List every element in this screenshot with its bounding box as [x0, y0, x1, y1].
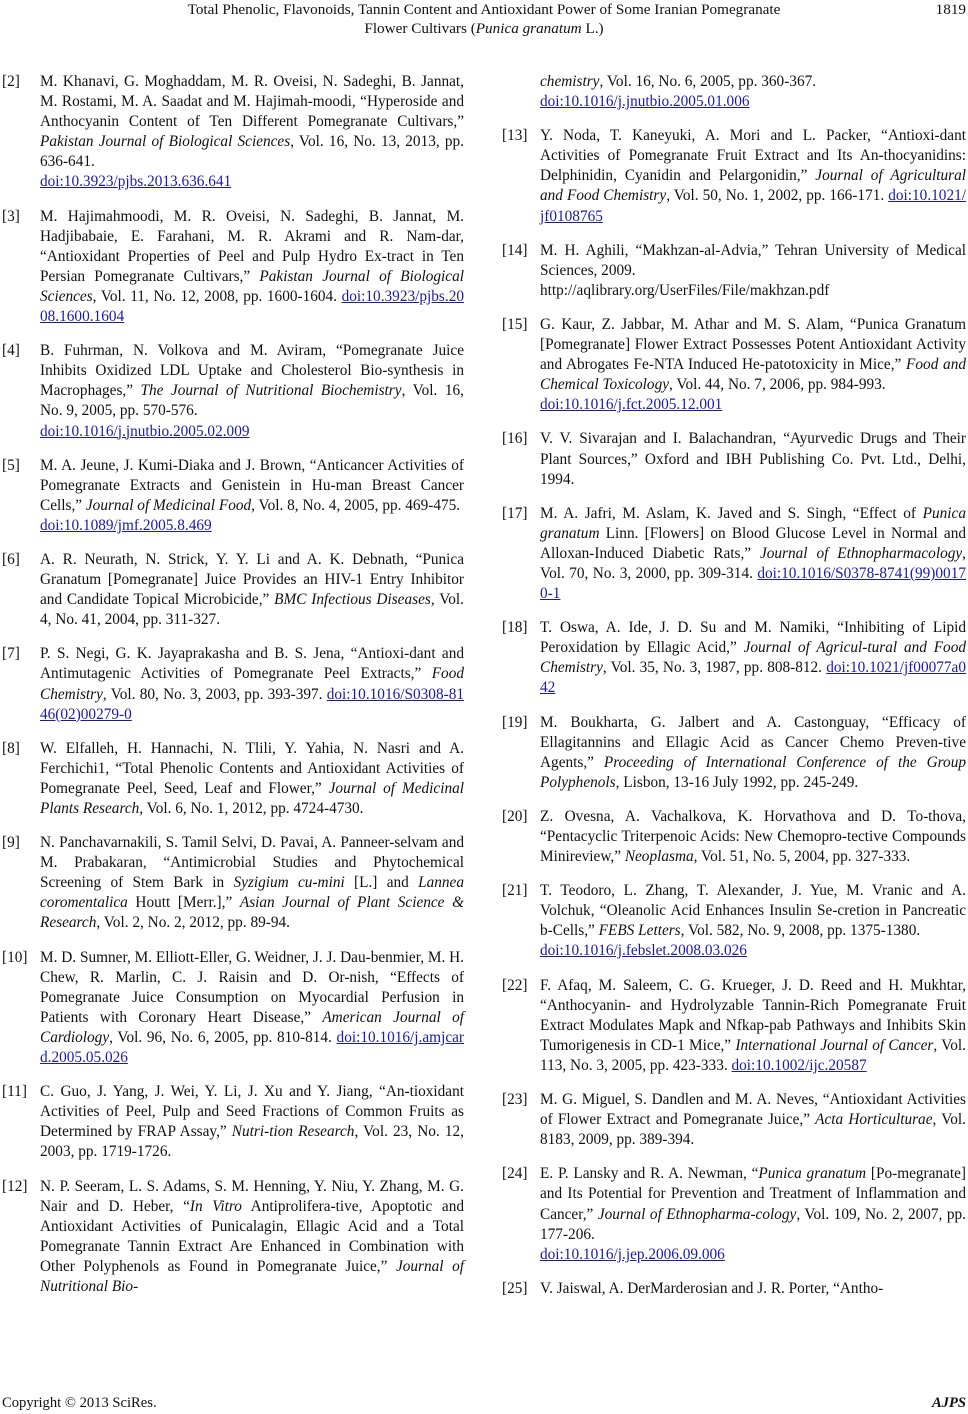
- reference-journal: Acta Horticulturae: [815, 1111, 933, 1129]
- reference-doi-link[interactable]: doi:10.1016/j.fct.2005.12.001: [540, 396, 723, 414]
- reference-body: [40, 1082, 464, 1162]
- reference-text: N. Panchavarnakili, S. Tamil Selvi, D. Pavai, A. Panneer-selvam and M. Prabakaran, “Antimicrobial Studies and Phytochemical Screening of Stem Bark in: [40, 834, 464, 892]
- reference-number: [19]: [502, 713, 528, 731]
- reference-text: Z. Ovesna, A. Vachalkova, K. Horvathova and D. To-thova, “Pentacyclic Triterpenoic Acids: New Chemopro-tective Compounds Minireview,”: [540, 807, 966, 866]
- reference-journal: chemistry: [540, 73, 600, 90]
- reference-text: [L.] and: [344, 874, 419, 892]
- reference-entry: [2, 550, 464, 630]
- reference-body: [540, 429, 966, 489]
- reference-journal: Nutri-tion Research: [231, 1123, 355, 1141]
- reference-entry: [2, 948, 464, 1069]
- reference-body: [40, 644, 464, 724]
- reference-journal: Journal of Medicinal Food: [85, 496, 252, 514]
- reference-entry: [2, 207, 464, 328]
- reference-text: , Vol. 50, No. 1, 2002, pp. 166-171.: [666, 187, 889, 205]
- reference-body: [40, 948, 464, 1069]
- reference-doi-link[interactable]: doi:10.1021/jf0108765: [540, 187, 966, 225]
- reference-text: , Vol. 96, No. 6, 2005, pp. 810-814.: [109, 1028, 337, 1046]
- reference-text: Antiprolifera-tive, Apoptotic and Antioxidant Activities of Punicalagin, Ellagic Acid and a Total Pomegranate Tannin Extract Are Enhanced in Combination with Other Polyphenols as Found in Pomegranate Juice,”: [40, 1197, 464, 1275]
- reference-body: [40, 550, 464, 630]
- reference-doi-link[interactable]: doi:10.1016/S0308-8146(02)00279-0: [40, 685, 464, 723]
- reference-text: , Vol. 2, No. 2, 2012, pp. 89-94.: [96, 914, 290, 932]
- reference-doi-link[interactable]: doi:10.1016/j.jep.2006.09.006: [540, 1245, 725, 1263]
- running-title-text-end: L.): [581, 20, 604, 37]
- reference-number: [10]: [2, 948, 28, 966]
- reference-text: M. H. Aghili, “Makhzan-al-Advia,” Tehran University of Medical Sciences, 2009.: [540, 241, 966, 279]
- reference-body: [540, 807, 966, 867]
- reference-entry: [2, 341, 464, 441]
- reference-number: [7]: [2, 645, 20, 663]
- reference-journal: Lannea coromentalica: [40, 874, 464, 912]
- reference-doi-link[interactable]: doi:10.1021/jf00077a042: [540, 659, 966, 697]
- reference-text: , Vol. 582, No. 9, 2008, pp. 1375-1380.: [680, 922, 921, 940]
- reference-journal: Asian Journal of Plant Science & Research: [40, 894, 464, 932]
- reference-number: [12]: [2, 1177, 28, 1195]
- reference-journal: In Vitro: [189, 1197, 242, 1215]
- reference-text: , Vol. 35, No. 3, 1987, pp. 808-812.: [602, 659, 827, 677]
- reference-entry: [502, 807, 966, 867]
- reference-doi-link[interactable]: doi:10.1016/j.amjcard.2005.05.026: [40, 1028, 464, 1067]
- reference-body: [540, 618, 966, 698]
- reference-body: [40, 739, 464, 819]
- reference-journal: Pakistan Journal of Biological Sciences: [40, 267, 464, 305]
- reference-journal: Syzigium cu-mini: [233, 874, 345, 892]
- reference-doi-link[interactable]: doi:10.1016/j.febslet.2008.03.026: [540, 942, 747, 960]
- reference-text: Y. Noda, T. Kaneyuki, A. Mori and L. Packer, “Antioxi-dant Activities of Pomegranate Fruit Extract and Its An-thocyanidins: Delphinidin, Cyanidin and Pelargonidin,”: [540, 127, 966, 185]
- reference-journal: Food and Chemical Toxicology: [540, 356, 966, 394]
- reference-body: [40, 72, 464, 193]
- reference-entry: [502, 315, 966, 415]
- reference-number: [22]: [502, 976, 528, 994]
- reference-journal: Journal of Ethnopharmacology: [759, 544, 963, 562]
- reference-doi-link[interactable]: doi:10.1089/jmf.2005.8.469: [40, 516, 212, 534]
- reference-text: A. R. Neurath, N. Strick, Y. Y. Li and A. K. Debnath, “Punica Granatum [Pomegranate] Juice Provides an HIV-1 Entry Inhibitor and Candidate Topical Microbicide,”: [40, 550, 464, 609]
- references-left-column: [2, 72, 464, 1311]
- reference-number: [6]: [2, 550, 20, 568]
- reference-body: [40, 207, 464, 328]
- reference-entry: [502, 1279, 966, 1299]
- reference-number: [24]: [502, 1165, 528, 1183]
- reference-number: [17]: [502, 504, 528, 522]
- reference-text: P. S. Negi, G. K. Jayaprakasha and B. S. Jena, “Antioxi-dant and Antimutagenic Activities of Pomegranate Peel Extracts,”: [40, 645, 464, 683]
- journal-abbreviation: AJPS: [931, 1395, 966, 1411]
- reference-journal: Neoplasma: [624, 848, 694, 866]
- reference-number: [23]: [502, 1091, 528, 1109]
- reference-text: , Vol. 4, No. 41, 2004, pp. 311-327.: [40, 591, 464, 629]
- reference-text: , Vol. 23, No. 12, 2003, pp. 1719-1726.: [40, 1123, 464, 1161]
- reference-text: M. Boukharta, G. Jalbert and A. Castonguay, “Efficacy of Ellagitannins and Ellagic Acid as Cancer Chemo Preven-tive Agents,”: [540, 713, 966, 771]
- reference-entry: [2, 72, 464, 193]
- reference-journal: Journal of Ethnopharma-cology: [597, 1205, 797, 1223]
- reference-text: M. D. Sumner, M. Elliott-Eller, G. Weidner, J. J. Dau-benmier, M. H. Chew, R. Marlin, C. J. Raisin and D. Or-nish, “Effects of Pomegranate Juice Consumption on Myocardial Perfusion in Patients with Coronary Heart Disease,”: [40, 948, 464, 1026]
- reference-text: , Vol. 16, No. 6, 2005, pp. 360-367.: [599, 73, 817, 90]
- reference-doi-link[interactable]: doi:10.1002/ijc.20587: [731, 1056, 867, 1074]
- reference-journal: Food Chemistry: [40, 665, 464, 703]
- reference-text: M. Khanavi, G. Moghaddam, M. R. Oveisi, N. Sadeghi, B. Jannat, M. Rostami, M. A. Saadat and M. Hajimah-moodi, “Hyperoside and Anthocyanin Content of Ten Different Pomegranate Cultivars,”: [40, 73, 464, 131]
- reference-text: C. Guo, J. Yang, J. Wei, Y. Li, J. Xu and Y. Jiang, “An-tioxidant Activities of Peel, Pulp and Seed Fractions of Common Fruits as Determined by FRAP Assay,”: [40, 1083, 464, 1141]
- reference-entry: [502, 976, 966, 1076]
- reference-text: , Vol. 44, No. 7, 2006, pp. 984-993.: [669, 376, 886, 394]
- reference-text: , Vol. 16, No. 13, 2013, pp. 636-641.: [40, 133, 465, 171]
- reference-entry: [502, 1164, 966, 1264]
- reference-body: [40, 341, 464, 441]
- reference-text: B. Fuhrman, N. Volkova and M. Aviram, “Pomegranate Juice Inhibits Oxidized LDL Uptake and Cholesterol Bio-synthesis in Macrophages,”: [40, 342, 464, 400]
- reference-number: [9]: [2, 834, 20, 852]
- reference-text: Houtt [Merr.],”: [127, 894, 240, 912]
- reference-body: [540, 504, 966, 604]
- reference-entry: [2, 456, 464, 536]
- reference-journal: Journal of Medicinal Plants Research: [40, 779, 464, 817]
- reference-number: [16]: [502, 430, 528, 448]
- reference-text: V. Jaiswal, A. DerMarderosian and J. R. Porter, “Antho-: [540, 1279, 884, 1297]
- running-title-line-1: Total Phenolic, Flavonoids, Tannin Content and Antioxidant Power of Some Iranian Pomegranate: [187, 1, 781, 18]
- references-right-column: [502, 72, 966, 1313]
- reference-doi-link[interactable]: doi:10.1016/S0378-8741(99)00170-1: [540, 564, 966, 603]
- reference-text: , Vol. 113, No. 3, 2005, pp. 423-333.: [540, 1036, 966, 1074]
- reference-journal: Punica granatum: [540, 504, 966, 542]
- reference-text: M. A. Jafri, M. Aslam, K. Javed and S. Singh, “Effect of: [540, 504, 923, 522]
- reference-entry: [2, 644, 464, 724]
- reference-body: [540, 1090, 966, 1150]
- reference-entry: [2, 1177, 464, 1298]
- reference-number: [21]: [502, 882, 528, 900]
- reference-text: , Vol. 109, No. 2, 2007, pp. 177-206.: [540, 1205, 967, 1243]
- reference-journal: The Journal of Nutritional Biochemistry: [140, 382, 402, 400]
- reference-continuation: [540, 72, 966, 112]
- reference-text: , Vol. 8183, 2009, pp. 389-394.: [540, 1111, 967, 1149]
- reference-entry: [502, 429, 966, 489]
- reference-entry: [502, 504, 966, 604]
- reference-text: M. Hajimahmoodi, M. R. Oveisi, N. Sadeghi, B. Jannat, M. Hadjibabaie, E. Farahani, M. R. Akrami and R. Nam-dar, “Antioxidant Properties of Peel and Pulp Hydro Ex-tract in Ten Persian Pomegranate Cultivars,”: [40, 207, 464, 285]
- reference-text: G. Kaur, Z. Jabbar, M. Athar and M. S. Alam, “Punica Granatum [Pomegranate] Flower Extract Possesses Potent Antioxidant Activity and Abrogates Fe-NTA Induced He-patotoxicity in Mice,”: [540, 315, 966, 374]
- reference-number: [18]: [502, 619, 528, 637]
- reference-text: V. V. Sivarajan and I. Balachandran, “Ayurvedic Drugs and Their Plant Sources,” Oxford and IBH Publishing Co. Pvt. Ltd., Delhi, 1994.: [540, 430, 966, 488]
- reference-text: , Vol. 51, No. 5, 2004, pp. 327-333.: [693, 848, 911, 866]
- reference-text: Linn. [Flowers] on Blood Glucose Level in Normal and Alloxan-Induced Diabetic Rats,”: [540, 524, 966, 562]
- reference-journal: International Journal of Cancer: [735, 1036, 934, 1054]
- reference-doi-link[interactable]: doi:10.1016/j.jnutbio.2005.02.009: [40, 422, 250, 440]
- reference-entry: [502, 881, 966, 961]
- reference-number: [5]: [2, 456, 20, 474]
- reference-text: [Po-megranate] and Its Potential for Prevention and Treatment of Inflammation and Cancer,”: [540, 1165, 966, 1223]
- reference-number: [15]: [502, 315, 528, 333]
- reference-journal: Journal of Agricul-tural and Food Chemistry: [540, 639, 966, 677]
- running-title-species: Punica granatum: [475, 20, 582, 37]
- reference-number: [11]: [2, 1083, 27, 1101]
- reference-body: [540, 713, 966, 793]
- reference-text: , Vol. 80, No. 3, 2003, pp. 393-397.: [102, 685, 327, 703]
- reference-text: , Lisbon, 13-16 July 1992, pp. 245-249.: [615, 773, 859, 791]
- page-header: [0, 0, 968, 44]
- reference-journal: FEBS Letters: [598, 922, 681, 940]
- reference-journal: BMC Infectious Diseases: [274, 591, 431, 609]
- reference-text: F. Afaq, M. Saleem, C. G. Krueger, J. D. Reed and H. Mukhtar, “Anthocyanin- and Hydrolyzable Tannin-Rich Pomegranate Fruit Extract Modulates Mapk and Nfkap-pab Pathways and Inhibits Skin Tumorigenesis in CD-1 Mice,”: [540, 976, 966, 1054]
- reference-entry: [2, 739, 464, 819]
- reference-entry: [502, 126, 966, 226]
- reference-body: [540, 881, 966, 961]
- reference-text: , Vol. 8, No. 4, 2005, pp. 469-475.: [251, 496, 461, 514]
- reference-text: N. P. Seeram, L. S. Adams, S. M. Henning, Y. Niu, Y. Zhang, M. G. Nair and D. Heber, “: [40, 1177, 464, 1215]
- reference-entry: [502, 1090, 966, 1150]
- reference-body: [40, 456, 464, 536]
- reference-number: [13]: [502, 127, 528, 145]
- reference-number: [4]: [2, 342, 20, 360]
- reference-body: [540, 1279, 966, 1299]
- reference-body: [540, 976, 966, 1076]
- reference-entry: [502, 713, 966, 793]
- reference-journal: Journal of Nutritional Bio-: [40, 1257, 464, 1295]
- reference-text: , Vol. 70, No. 3, 2000, pp. 309-314.: [540, 544, 966, 582]
- reference-text: M. G. Miguel, S. Dandlen and M. A. Neves, “Antioxidant Activities of Flower Extract and Pomegranate Juice,”: [540, 1091, 966, 1129]
- reference-text: W. Elfalleh, H. Hannachi, N. Tlili, Y. Yahia, N. Nasri and A. Ferchichi1, “Total Phenolic Contents and Antioxidant Activities of Pomegranate Peel, Seed, Leaf and Flower,”: [40, 739, 464, 797]
- reference-text: , Vol. 11, No. 12, 2008, pp. 1600-1604.: [92, 287, 342, 305]
- reference-number: [3]: [2, 207, 20, 225]
- reference-entry: [502, 241, 966, 301]
- reference-journal: Punica granatum: [758, 1165, 867, 1183]
- reference-entry: [502, 618, 966, 698]
- reference-text: M. A. Jeune, J. Kumi-Diaka and J. Brown, “Anticancer Activities of Pomegranate Extracts and Genistein in Hu-man Breast Cancer Cells,”: [40, 456, 464, 514]
- reference-doi-link[interactable]: doi:10.3923/pjbs.2008.1600.1604: [40, 287, 464, 326]
- reference-doi-link[interactable]: doi:10.3923/pjbs.2013.636.641: [40, 173, 232, 191]
- reference-entry: [2, 1082, 464, 1162]
- reference-body: [540, 1164, 966, 1264]
- running-title-line-2: [0, 19, 968, 38]
- reference-journal: Pakistan Journal of Biological Sciences: [40, 133, 291, 151]
- reference-journal: Journal of Agricultural and Food Chemistry: [540, 167, 966, 205]
- reference-text: T. Teodoro, L. Zhang, T. Alexander, J. Yue, M. Vranic and A. Volchuk, “Oleanolic Acid Enhances Insulin Se-cretion in Pancreatic b-Cells,”: [540, 882, 966, 940]
- copyright-notice: Copyright © 2013 SciRes.: [2, 1395, 157, 1411]
- reference-journal: Proceeding of International Conference of the Group Polyphenols: [540, 753, 966, 791]
- reference-number: [20]: [502, 807, 528, 825]
- reference-journal: American Journal of Cardiology: [40, 1008, 464, 1046]
- reference-number: [2]: [2, 73, 20, 90]
- reference-text: E. P. Lansky and R. A. Newman, “: [540, 1165, 759, 1183]
- page-number: 1819: [935, 1, 966, 18]
- reference-body: [540, 126, 966, 226]
- reference-url-link[interactable]: http://aqlibrary.org/UserFiles/File/makhzan.pdf: [540, 281, 830, 299]
- reference-body: [540, 241, 966, 301]
- reference-body: [40, 833, 464, 933]
- reference-text: , Vol. 16, No. 9, 2005, pp. 570-576.: [40, 382, 464, 420]
- reference-number: [14]: [502, 241, 528, 259]
- reference-doi-link[interactable]: doi:10.1016/j.jnutbio.2005.01.006: [540, 93, 750, 111]
- running-title-text: Flower Cultivars (: [364, 20, 476, 37]
- reference-body: [40, 1177, 464, 1298]
- reference-text: T. Oswa, A. Ide, J. D. Su and M. Namiki, “Inhibiting of Lipid Peroxidation by Ellagic Acid,”: [540, 619, 966, 657]
- reference-number: [25]: [502, 1279, 528, 1297]
- reference-text: , Vol. 6, No. 1, 2012, pp. 4724-4730.: [139, 800, 364, 817]
- reference-entry: [2, 833, 464, 933]
- reference-body: [540, 315, 966, 415]
- reference-number: [8]: [2, 739, 20, 757]
